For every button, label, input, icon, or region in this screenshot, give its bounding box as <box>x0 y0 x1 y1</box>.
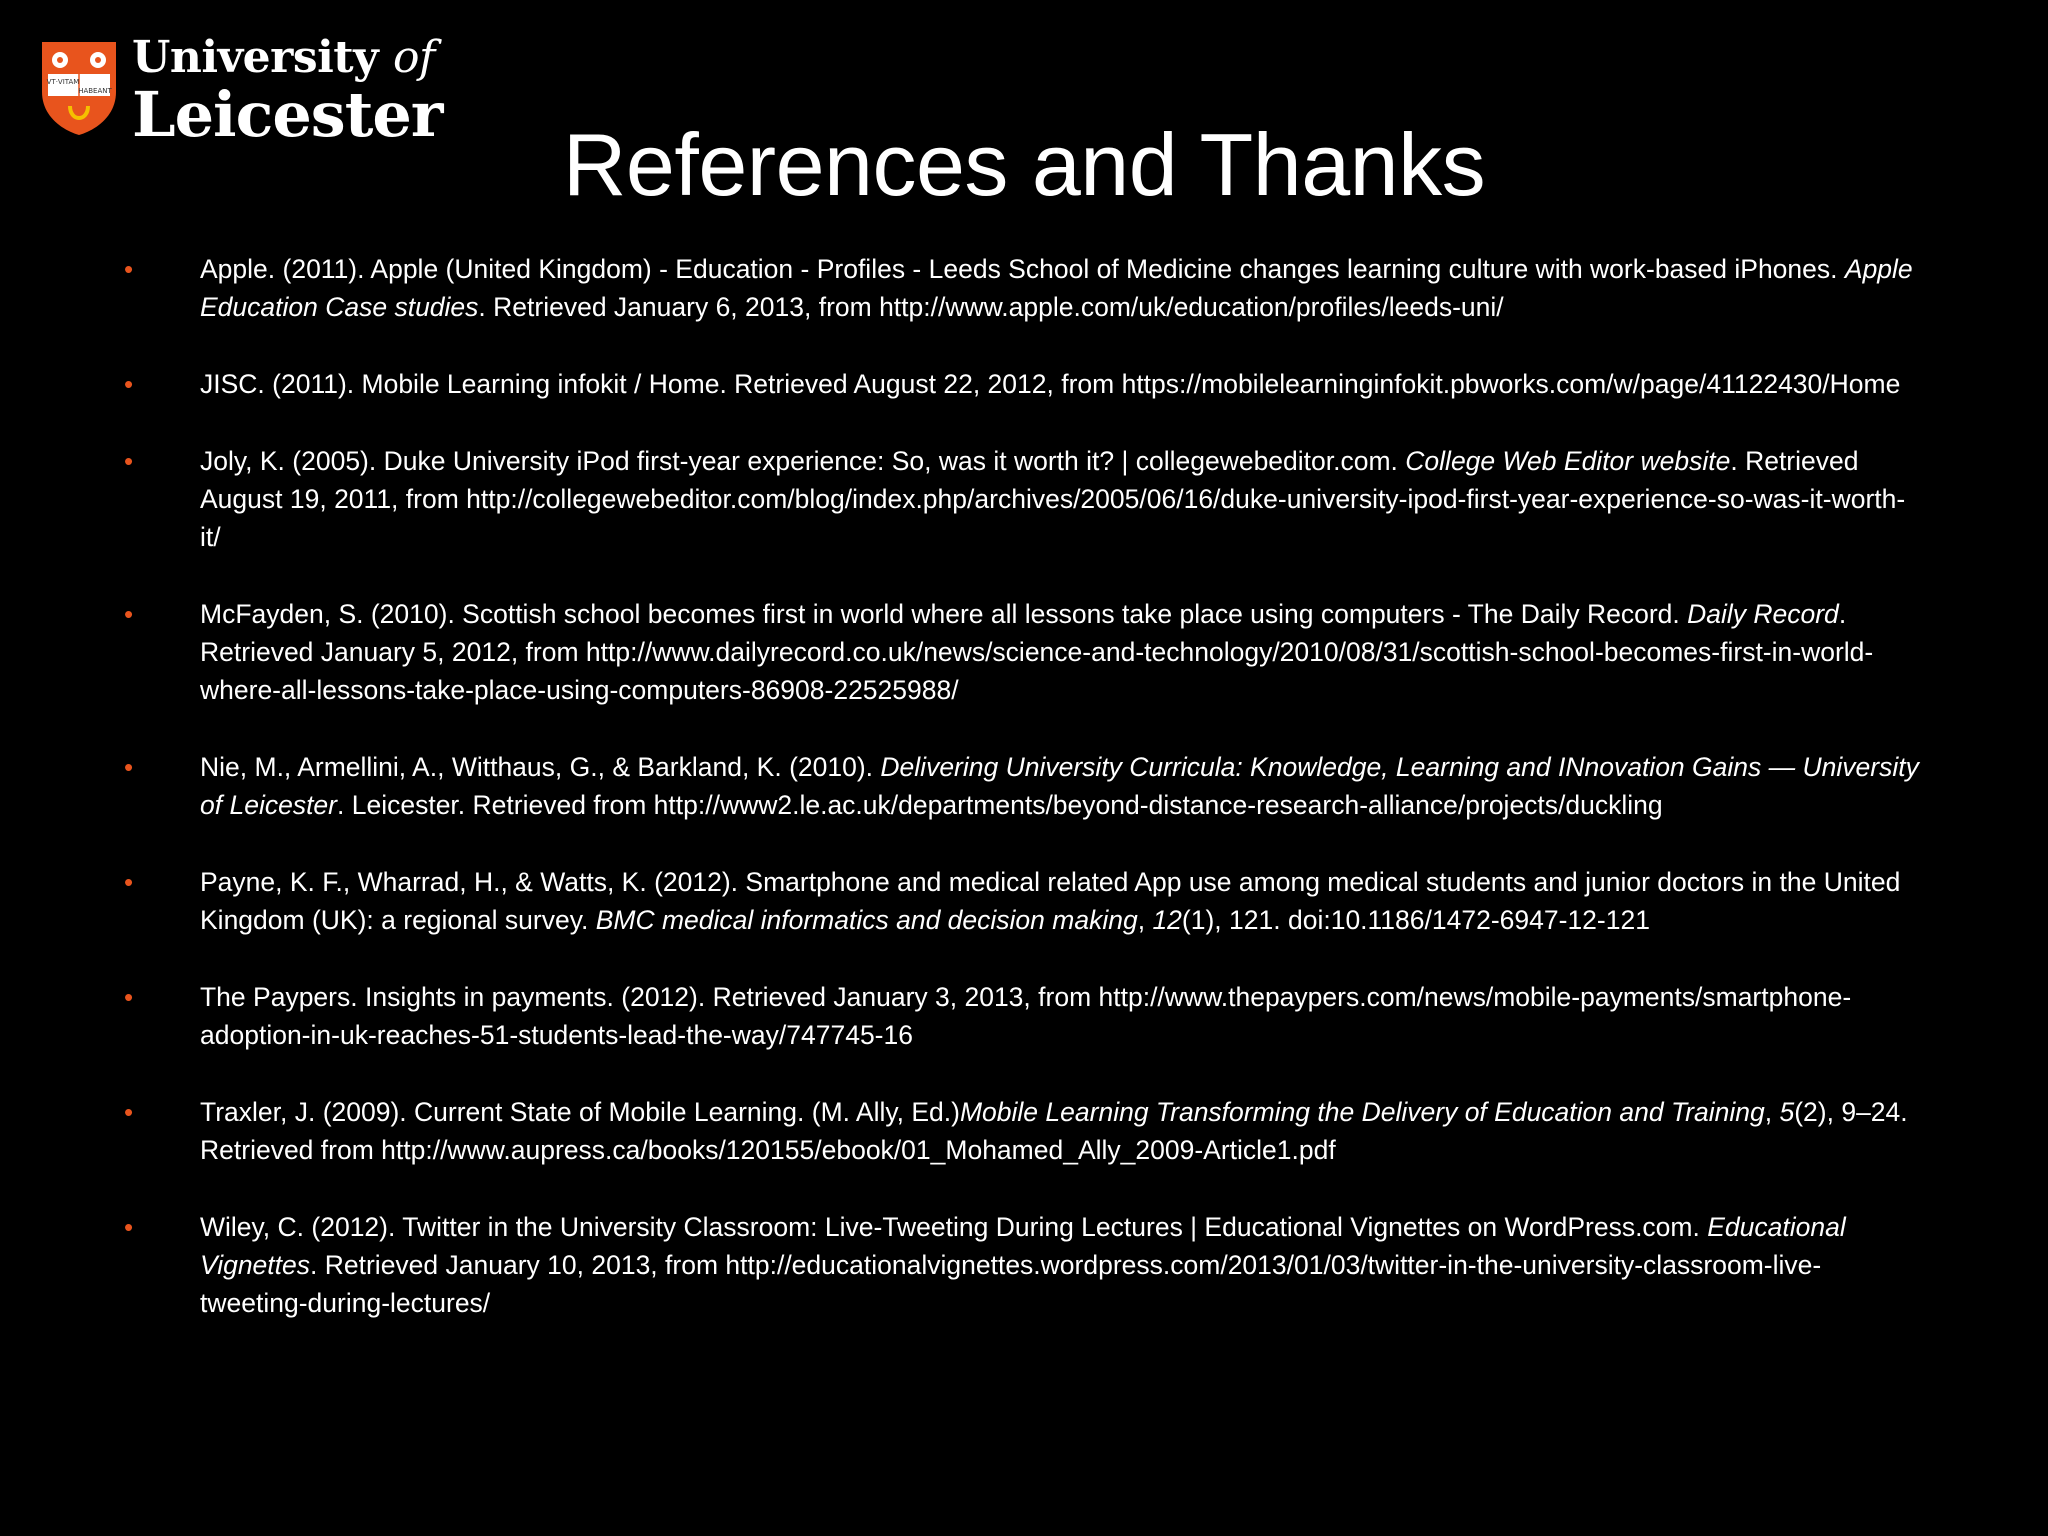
reference-retrieval: . Retrieved January 10, 2013, from http://educationalvignettes.wordpress.com/2013/01/03/twitter-in-the-university-classroom-live-tweeting-during-lectures/ <box>200 1250 1822 1318</box>
bullet-icon: • <box>124 982 134 1012</box>
reference-list <box>120 250 1920 1361</box>
bullet-icon: • <box>124 254 134 284</box>
reference-item <box>120 1093 1920 1169</box>
logo-of-word: of <box>393 32 435 83</box>
reference-retrieval: . Retrieved August 19, 2011, from http://collegewebeditor.com/blog/index.php/archives/2005/06/16/duke-university-ipod-first-year-experience-so-was-it-worth-it/ <box>200 446 1906 552</box>
bullet-icon: • <box>124 867 134 897</box>
reference-volume: 12 <box>1152 905 1182 935</box>
reference-separator: , <box>1764 1097 1780 1127</box>
reference-source-title: Apple Education Case studies <box>200 254 1913 322</box>
reference-text: Nie, M., Armellini, A., Witthaus, G., & Barkland, K. (2010). <box>200 752 881 782</box>
bullet-icon: • <box>124 599 134 629</box>
reference-source-title: Delivering University Curricula: Knowledge, Learning and INnovation Gains — University of Leicester <box>200 752 1919 820</box>
reference-item <box>120 978 1920 1054</box>
reference-volume: 5 <box>1779 1097 1795 1127</box>
bullet-icon: • <box>124 446 134 476</box>
bullet-icon: • <box>124 1212 134 1242</box>
reference-item <box>120 442 1920 556</box>
reference-item <box>120 748 1920 824</box>
bullet-icon: • <box>124 752 134 782</box>
reference-retrieval: . Retrieved January 6, 2013, from http://www.apple.com/uk/education/profiles/leeds-uni/ <box>478 292 1504 322</box>
reference-retrieval: (1), 121. doi:10.1186/1472-6947-12-121 <box>1181 905 1650 935</box>
bullet-icon: • <box>124 369 134 399</box>
reference-text: Wiley, C. (2012). Twitter in the University Classroom: Live-Tweeting During Lectures | Educational Vignettes on WordPress.com. <box>200 1212 1708 1242</box>
reference-retrieval: (2), 9–24. Retrieved from http://www.aupress.ca/books/120155/ebook/01_Mohamed_Ally_2009-Article1.pdf <box>200 1097 1908 1165</box>
reference-text: JISC. (2011). Mobile Learning infokit / Home. Retrieved August 22, 2012, from https://mobilelearninginfokit.pbworks.com/w/page/41122430/Home <box>200 369 1901 399</box>
logo-leicester-word: Leicester <box>132 78 443 151</box>
reference-text: Traxler, J. (2009). Current State of Mobile Learning. (M. Ally, Ed.) <box>200 1097 960 1127</box>
reference-text: Apple. (2011). Apple (United Kingdom) - Education - Profiles - Leeds School of Medicine changes learning culture with work-based iPhones. <box>200 254 1845 284</box>
reference-source-title: Mobile Learning Transforming the Delivery of Education and Training <box>959 1097 1765 1127</box>
reference-source-title: Daily Record <box>1687 599 1839 629</box>
reference-item <box>120 863 1920 939</box>
reference-text: The Paypers. Insights in payments. (2012). Retrieved January 3, 2013, from http://www.thepaypers.com/news/mobile-payments/smartphone-adoption-in-uk-reaches-51-students-lead-the-way/747745-16 <box>200 982 1852 1050</box>
reference-separator: , <box>1137 905 1153 935</box>
reference-source-title: College Web Editor website <box>1405 446 1731 476</box>
reference-item <box>120 595 1920 709</box>
reference-retrieval: . Leicester. Retrieved from http://www2.le.ac.uk/departments/beyond-distance-research-alliance/projects/duckling <box>337 790 1663 820</box>
reference-item <box>120 1208 1920 1322</box>
reference-retrieval: . Retrieved January 5, 2012, from http://www.dailyrecord.co.uk/news/science-and-technology/2010/08/31/scottish-school-becomes-first-in-world-where-all-lessons-take-place-using-computers-86908-22525988/ <box>200 599 1874 705</box>
motto-bottom: HABEANT <box>78 87 112 95</box>
reference-item <box>120 250 1920 326</box>
logo-line-university <box>132 32 442 83</box>
bullet-icon: • <box>124 1097 134 1127</box>
motto-top: VT·VITAM <box>46 78 80 86</box>
logo-university-word: University <box>132 32 379 83</box>
reference-source-title: Educational Vignettes <box>200 1212 1846 1280</box>
reference-item <box>120 365 1920 403</box>
slide-title: References and Thanks <box>562 115 1486 214</box>
reference-source-title: BMC medical informatics and decision making <box>595 905 1138 935</box>
reference-text: Payne, K. F., Wharrad, H., & Watts, K. (2012). Smartphone and medical related App use among medical students and junior doctors in the United Kingdom (UK): a regional survey. <box>200 867 1901 935</box>
reference-text: McFayden, S. (2010). Scottish school becomes first in world where all lessons take place using computers - The Daily Record. <box>200 599 1688 629</box>
reference-text: Joly, K. (2005). Duke University iPod first-year experience: So, was it worth it? | collegewebeditor.com. <box>200 446 1406 476</box>
